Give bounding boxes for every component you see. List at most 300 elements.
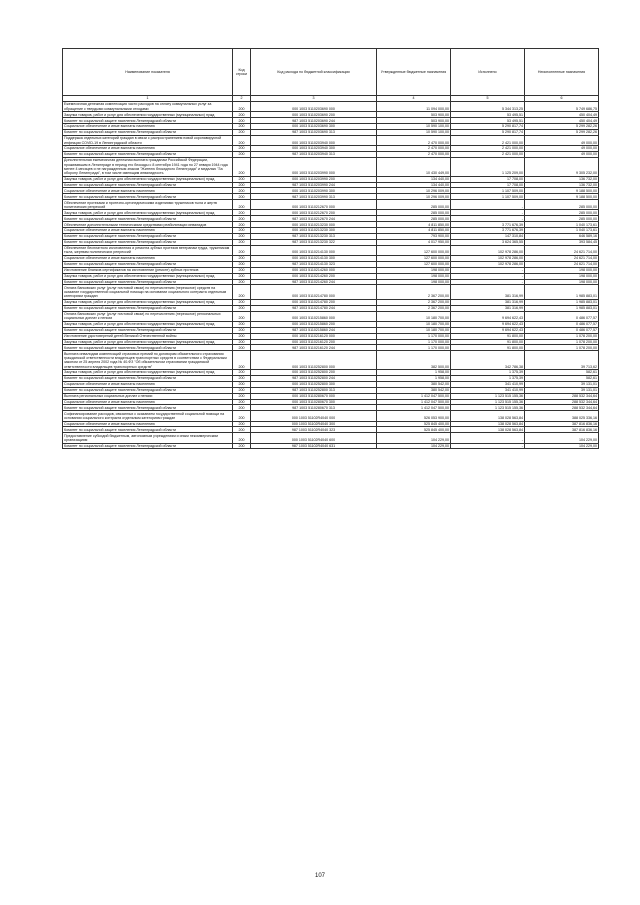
row-approved: 1 958,00 (377, 370, 451, 376)
row-expense-code: 987 1003 5110214130 323 (251, 261, 377, 267)
row-approved: 526 053 900,00 (377, 411, 451, 421)
row-expense-code: 000 1003 5110203690 000 (251, 102, 377, 112)
row-remaining: 285 000,00 (525, 210, 599, 216)
table-header-row (63, 49, 599, 96)
row-remaining: 387 816 836,16 (525, 427, 599, 433)
row-executed: 5 290 817,74 (451, 130, 525, 136)
row-line-code: 200 (233, 188, 251, 194)
row-line-code: 200 (233, 443, 251, 449)
row-approved: 793 900,00 (377, 234, 451, 240)
table-row (63, 411, 599, 421)
row-executed: 5 344 313,25 (451, 102, 525, 112)
table-row (63, 200, 599, 210)
row-executed: 342 786,38 (451, 351, 525, 370)
row-executed: - (451, 210, 525, 216)
header-approved: Утвержденные бюджетные назначения (377, 49, 451, 96)
row-executed: - (451, 279, 525, 285)
row-name: Комитет по социальной защите населения Ленинградской области (63, 345, 233, 351)
row-line-code: 200 (233, 146, 251, 152)
row-remaining: 9 305 232,00 (525, 157, 599, 176)
row-remaining: 1 985 883,01 (525, 285, 599, 299)
row-line-code: 200 (233, 351, 251, 370)
table-row (63, 245, 599, 255)
row-executed: 91 800,00 (451, 345, 525, 351)
row-line-code: 200 (233, 279, 251, 285)
row-line-code: 200 (233, 381, 251, 387)
header-remaining: Неисполненные назначения (525, 49, 599, 96)
row-name: Комитет по социальной защите населения Ленинградской области (63, 182, 233, 188)
row-line-code: 200 (233, 234, 251, 240)
row-expense-code: 000 1003 5110203990 000 (251, 157, 377, 176)
row-name: Выплата инвалидам компенсаций страховых премий по договорам обязательного страхования гражданской ответственности владельцев транспортных средств в соответствии с Федеральным законом от 25 апреля 2002 года № 40-ФЗ "Об обязательном страховании гражданской ответственности владельцев транспортных средств" (63, 351, 233, 370)
row-expense-code: 000 1003 5110280670 300 (251, 399, 377, 405)
row-expense-code: 000 1003 5110203690 300 (251, 124, 377, 130)
table-row (63, 387, 599, 393)
row-executed: 9 694 622,43 (451, 327, 525, 333)
row-name: Социальное обеспечение и иные выплаты населению (63, 124, 233, 130)
row-executed: 1 123 515 155,36 (451, 393, 525, 399)
table-row (63, 305, 599, 311)
table-row (63, 188, 599, 194)
row-executed: 5 290 817,74 (451, 124, 525, 130)
row-name: Дополнительная ежемесячная денежная выплата гражданам Российской Федерации, проживавшим в Ленинграде в период его блокады с 8 сентября 1941 года по 27 января 1944 года менее 4 месяцев и не награжденным знаком "Жителю блокадного Ленинграда" и медалью "За оборону Ленинграда", в том числе имеющим инвалидность (63, 157, 233, 176)
row-expense-code: 000 1003 51102R4040 600 (251, 433, 377, 443)
row-line-code: 200 (233, 261, 251, 267)
row-expense-code: 000 1003 5110252800 300 (251, 381, 377, 387)
row-approved: 104 229,00 (377, 443, 451, 449)
table-row (63, 351, 599, 370)
table-row (63, 443, 599, 449)
row-executed: 1 107 509,00 (451, 188, 525, 194)
row-approved: 380 542,00 (377, 381, 451, 387)
row-name: Комитет по социальной защите населения Ленинградской области (63, 405, 233, 411)
row-line-code: 200 (233, 421, 251, 427)
row-executed: 1 123 515 155,36 (451, 405, 525, 411)
row-line-code: 200 (233, 255, 251, 261)
row-remaining: 285 000,00 (525, 200, 599, 210)
report-sheet (62, 48, 598, 449)
row-expense-code: 000 1003 5110252800 000 (251, 351, 377, 370)
row-line-code: 200 (233, 152, 251, 158)
row-name: Комитет по социальной защите населения Ленинградской области (63, 376, 233, 382)
row-expense-code: 000 1003 5110215860 000 (251, 311, 377, 321)
table-row (63, 399, 599, 405)
row-expense-code: 987 1003 5110252800 313 (251, 387, 377, 393)
row-remaining: 1 078 200,00 (525, 339, 599, 345)
row-name: Комитет по социальной защите населения Ленинградской области (63, 152, 233, 158)
row-executed: - (451, 273, 525, 279)
row-approved: 2 367 200,00 (377, 299, 451, 305)
row-remaining: 387 816 836,16 (525, 421, 599, 427)
table-row (63, 228, 599, 234)
row-name: Закупка товаров, работ и услуг для обеспечения государственных (муниципальных) нужд (63, 210, 233, 216)
row-line-code: 200 (233, 102, 251, 112)
table-row (63, 194, 599, 200)
row-expense-code: 987 1003 5110252800 244 (251, 376, 377, 382)
row-approved: 285 000,00 (377, 216, 451, 222)
row-remaining: 5 749 686,75 (525, 102, 599, 112)
row-name: Комитет по социальной защите населения Ленинградской области (63, 427, 233, 433)
row-name: Изготовление бланков сертификатов на изготовление (ремонт) зубных протезов (63, 267, 233, 273)
row-line-code: 200 (233, 112, 251, 118)
row-remaining: 450 404,49 (525, 118, 599, 124)
row-line-code: 200 (233, 267, 251, 273)
row-name: Социальное обеспечение и иные выплаты населению (63, 255, 233, 261)
row-name: Социальное обеспечение и иные выплаты населению (63, 228, 233, 234)
row-executed: 102 978 286,00 (451, 245, 525, 255)
row-executed: 3 624 365,55 (451, 239, 525, 245)
row-line-code: 200 (233, 433, 251, 443)
row-line-code: 200 (233, 311, 251, 321)
row-expense-code: 987 1003 5110212670 244 (251, 216, 377, 222)
row-expense-code: 987 1003 5110280670 313 (251, 405, 377, 411)
row-expense-code: 987 1003 51102R4040 631 (251, 443, 377, 449)
row-name: Комитет по социальной защите населения Ленинградской области (63, 305, 233, 311)
row-name: Комитет по социальной защите населения Ленинградской области (63, 261, 233, 267)
row-expense-code: 987 1003 5110215860 244 (251, 327, 377, 333)
table-row (63, 381, 599, 387)
row-remaining: 24 621 714,00 (525, 245, 599, 255)
table-row (63, 135, 599, 145)
row-name: Социальное обеспечение и иные выплаты населению (63, 421, 233, 427)
row-approved: 11 094 000,00 (377, 102, 451, 112)
row-name: Закупка товаров, работ и услуг для обеспечения государственных (муниципальных) нужд (63, 370, 233, 376)
row-line-code: 200 (233, 299, 251, 305)
row-remaining: 1 040 173,61 (525, 222, 599, 228)
column-number-row (63, 95, 599, 102)
table-row (63, 152, 599, 158)
row-remaining: 39 131,01 (525, 387, 599, 393)
table-row (63, 176, 599, 182)
row-executed: 9 694 622,43 (451, 321, 525, 327)
row-name: Комитет по социальной защите населения Ленинградской области (63, 234, 233, 240)
row-approved: 525 845 400,00 (377, 427, 451, 433)
row-expense-code: 987 1003 5110203690 244 (251, 118, 377, 124)
row-expense-code: 000 1003 5110280670 000 (251, 393, 377, 399)
table-row (63, 157, 599, 176)
row-remaining: 288 532 344,64 (525, 405, 599, 411)
row-executed: 91 800,00 (451, 333, 525, 339)
row-expense-code: 987 1003 5110203990 313 (251, 194, 377, 200)
header-executed: Исполнено (451, 49, 525, 96)
row-executed: 147 310,84 (451, 234, 525, 240)
row-approved: 4 017 950,00 (377, 239, 451, 245)
row-approved: 1 412 047 500,00 (377, 399, 451, 405)
table-row (63, 112, 599, 118)
row-executed: 381 316,99 (451, 299, 525, 305)
column-number: 3 (251, 95, 377, 102)
row-name: Предоставление субсидий бюджетным, автономным учреждениям и иным некоммерческим организациям (63, 433, 233, 443)
table-body (63, 102, 599, 449)
row-approved: 382 500,00 (377, 351, 451, 370)
row-name: Комитет по социальной защите населения Ленинградской области (63, 118, 233, 124)
row-line-code: 200 (233, 411, 251, 421)
row-line-code: 200 (233, 118, 251, 124)
row-name: Комитет по социальной защите населения Ленинградской области (63, 239, 233, 245)
header-line-code: Код строки (233, 49, 251, 96)
row-approved: 4 811 850,00 (377, 228, 451, 234)
row-expense-code: 987 1003 5110216120 244 (251, 345, 377, 351)
row-executed: 9 694 622,43 (451, 311, 525, 321)
row-remaining: 450 404,49 (525, 112, 599, 118)
table-row (63, 102, 599, 112)
table-row (63, 222, 599, 228)
row-approved: 198 000,00 (377, 279, 451, 285)
row-name: Ежемесячная денежная компенсация части расходов на оплату коммунальных услуг за обращение с твердыми коммунальными отходами (63, 102, 233, 112)
row-approved: 2 470 000,00 (377, 152, 451, 158)
row-approved: 127 600 000,00 (377, 245, 451, 255)
row-executed: - (451, 267, 525, 273)
row-expense-code: 000 1003 5110214130 000 (251, 245, 377, 255)
header-expense-code: Код расхода по бюджетной классификации (251, 49, 377, 96)
column-number: 2 (233, 95, 251, 102)
table-row (63, 118, 599, 124)
row-name: Социальное обеспечение и иные выплаты населению (63, 399, 233, 405)
row-name: Комитет по социальной защите населения Ленинградской области (63, 443, 233, 449)
row-executed: 1 125 209,00 (451, 157, 525, 176)
row-line-code: 200 (233, 157, 251, 176)
row-remaining: 388 025 336,16 (525, 411, 599, 421)
row-expense-code: 000 1003 5110214260 000 (251, 267, 377, 273)
row-remaining: 49 000,00 (525, 152, 599, 158)
row-name: Обеспечение протезами и протезно-ортопедическими изделиями тружеников тыла и жертв политических репрессий (63, 200, 233, 210)
table-row (63, 124, 599, 130)
row-remaining: 582,61 (525, 370, 599, 376)
row-remaining: 49 000,00 (525, 146, 599, 152)
row-line-code: 200 (233, 245, 251, 255)
row-remaining: 24 621 714,00 (525, 255, 599, 261)
row-line-code: 200 (233, 399, 251, 405)
row-approved: 10 180 700,00 (377, 321, 451, 327)
row-executed: 138 028 563,84 (451, 427, 525, 433)
row-executed: - (451, 200, 525, 210)
page-number: 107 (314, 873, 325, 879)
row-name: Комитет по социальной защите населения Ленинградской области (63, 216, 233, 222)
row-executed: 53 495,51 (451, 118, 525, 124)
row-expense-code: 000 1003 5110214780 200 (251, 299, 377, 305)
header-indicator-name: Наименование показателя (63, 49, 233, 96)
table-row (63, 234, 599, 240)
row-name: Комитет по социальной защите населения Ленинградской области (63, 194, 233, 200)
table-row (63, 255, 599, 261)
row-line-code: 200 (233, 345, 251, 351)
column-number: 4 (377, 95, 451, 102)
row-approved: 2 470 000,00 (377, 146, 451, 152)
row-remaining: 288 532 344,64 (525, 399, 599, 405)
row-expense-code: 000 1003 5110252800 200 (251, 370, 377, 376)
table-row (63, 345, 599, 351)
row-approved: 285 000,00 (377, 210, 451, 216)
row-remaining: 39 713,62 (525, 351, 599, 370)
row-remaining: 198 000,00 (525, 273, 599, 279)
row-name: Закупка товаров, работ и услуг для обеспечения государственных (муниципальных) нужд (63, 176, 233, 182)
row-executed: 2 421 000,00 (451, 152, 525, 158)
row-name: Обеспечение бесплатного изготовления и ремонта зубных протезов ветеранам труда, труженикам тыла, жертвам политических репрессий (63, 245, 233, 255)
row-expense-code: 000 1003 5110213230 300 (251, 228, 377, 234)
row-name: Изготовление удостоверений детей Великой Отечественной войны (63, 333, 233, 339)
row-name: Поддержка отдельных категорий граждан в связи с распространением новой коронавирусной инфекции COVID-19 в Ленинградской области (63, 135, 233, 145)
row-name: Комитет по социальной защите населения Ленинградской области (63, 279, 233, 285)
row-line-code: 200 (233, 239, 251, 245)
row-executed: - (451, 443, 525, 449)
row-expense-code: 000 1003 5110212670 200 (251, 210, 377, 216)
row-expense-code: 000 1003 5110213230 000 (251, 222, 377, 228)
table-row (63, 299, 599, 305)
row-expense-code: 000 1003 5110203990 300 (251, 188, 377, 194)
row-line-code: 200 (233, 305, 251, 311)
row-name: Комитет по социальной защите населения Ленинградской области (63, 327, 233, 333)
table-row (63, 405, 599, 411)
row-remaining: 198 000,00 (525, 267, 599, 273)
row-expense-code: 000 1003 51102R4040 300 (251, 421, 377, 427)
row-remaining: 9 188 500,00 (525, 188, 599, 194)
row-executed: 138 028 563,84 (451, 421, 525, 427)
table-row (63, 130, 599, 136)
row-name: Комитет по социальной защите населения Ленинградской области (63, 387, 233, 393)
row-expense-code: 000 1003 5110214260 200 (251, 273, 377, 279)
row-remaining: 0 486 077,57 (525, 311, 599, 321)
table-row (63, 261, 599, 267)
row-approved: 10 296 009,00 (377, 188, 451, 194)
row-executed: - (451, 216, 525, 222)
row-line-code: 200 (233, 194, 251, 200)
row-executed: 102 978 286,00 (451, 261, 525, 267)
row-line-code: 200 (233, 135, 251, 145)
row-approved: 1 412 047 500,00 (377, 393, 451, 399)
row-approved: 285 000,00 (377, 200, 451, 210)
row-line-code: 200 (233, 405, 251, 411)
row-name: Выплата региональных социальных доплат к пенсии (63, 393, 233, 399)
row-approved: 10 590 100,00 (377, 124, 451, 130)
row-approved: 1 412 047 500,00 (377, 405, 451, 411)
table-row (63, 421, 599, 427)
column-number: 1 (63, 95, 233, 102)
row-name: Закупка товаров, работ и услуг для обеспечения государственных (муниципальных) нужд (63, 321, 233, 327)
row-approved: 104 229,00 (377, 433, 451, 443)
table-row (63, 321, 599, 327)
row-executed: 138 028 563,84 (451, 411, 525, 421)
row-executed: 91 800,00 (451, 339, 525, 345)
row-remaining: 288 532 344,64 (525, 393, 599, 399)
table-row (63, 427, 599, 433)
row-executed: - (451, 433, 525, 443)
row-line-code: 200 (233, 321, 251, 327)
row-name: Социальное обеспечение и иные выплаты населению (63, 188, 233, 194)
row-line-code: 200 (233, 124, 251, 130)
row-name: Комитет по социальной защите населения Ленинградской области (63, 130, 233, 136)
row-executed: 381 316,99 (451, 285, 525, 299)
row-name: Софинансирование расходов, связанных с оказанием государственной социальной помощи на основании социального контракта отдельным категориям граждан (63, 411, 233, 421)
table-row (63, 311, 599, 321)
row-approved: 503 900,00 (377, 112, 451, 118)
row-line-code: 200 (233, 130, 251, 136)
row-name: Закупка товаров, работ и услуг для обеспечения государственных (муниципальных) нужд (63, 273, 233, 279)
row-remaining: 24 621 714,00 (525, 261, 599, 267)
row-expense-code: 000 1003 51102R4040 000 (251, 411, 377, 421)
row-name: Закупка товаров, работ и услуг для обеспечения государственных (муниципальных) нужд (63, 299, 233, 305)
row-executed: 102 978 286,00 (451, 255, 525, 261)
row-approved: 503 900,00 (377, 118, 451, 124)
column-number: 5 (451, 95, 525, 102)
row-name: Обеспечение дополнительными техническими средствами реабилитации инвалидов (63, 222, 233, 228)
row-remaining: 285 000,00 (525, 216, 599, 222)
row-expense-code: 987 1003 5110203940 313 (251, 152, 377, 158)
row-remaining: 1 985 883,01 (525, 299, 599, 305)
table-row (63, 285, 599, 299)
table-row (63, 146, 599, 152)
row-approved: 198 000,00 (377, 267, 451, 273)
row-approved: 1 958,00 (377, 376, 451, 382)
budget-execution-table (62, 48, 599, 449)
row-expense-code: 000 1003 5110216120 200 (251, 339, 377, 345)
table-row (63, 370, 599, 376)
row-expense-code: 000 1003 5110203940 000 (251, 135, 377, 145)
row-line-code: 200 (233, 176, 251, 182)
table-row (63, 239, 599, 245)
row-expense-code: 000 1003 5110215860 200 (251, 321, 377, 327)
row-line-code: 200 (233, 376, 251, 382)
row-executed: 381 316,99 (451, 305, 525, 311)
row-line-code: 200 (233, 273, 251, 279)
row-name: Закупка товаров, работ и услуг для обеспечения государственных (муниципальных) нужд (63, 112, 233, 118)
row-executed: 3 771 676,39 (451, 222, 525, 228)
row-remaining: 582,61 (525, 376, 599, 382)
row-expense-code: 000 1003 5110203990 200 (251, 176, 377, 182)
row-line-code: 200 (233, 387, 251, 393)
row-expense-code: 000 1003 5110214130 300 (251, 255, 377, 261)
table-row (63, 393, 599, 399)
row-approved: 10 180 700,00 (377, 311, 451, 321)
row-approved: 1 170 000,00 (377, 339, 451, 345)
row-approved: 1 170 000,00 (377, 345, 451, 351)
row-executed: 17 708,00 (451, 176, 525, 182)
row-approved: 127 600 000,00 (377, 261, 451, 267)
row-line-code: 200 (233, 393, 251, 399)
row-expense-code: 000 1003 5110203940 300 (251, 146, 377, 152)
row-approved: 1 170 000,00 (377, 333, 451, 339)
row-expense-code: 987 1003 51102R4040 323 (251, 427, 377, 433)
row-line-code: 200 (233, 339, 251, 345)
row-line-code: 200 (233, 370, 251, 376)
row-approved: 127 600 000,00 (377, 255, 451, 261)
row-approved: 380 542,00 (377, 387, 451, 393)
row-approved: 10 430 449,00 (377, 157, 451, 176)
row-line-code: 200 (233, 222, 251, 228)
row-expense-code: 987 1003 5110214780 244 (251, 305, 377, 311)
row-remaining: 0 486 077,57 (525, 327, 599, 333)
row-line-code: 200 (233, 210, 251, 216)
row-remaining: 1 078 200,00 (525, 345, 599, 351)
table-row (63, 339, 599, 345)
row-executed: 2 421 000,00 (451, 146, 525, 152)
row-expense-code: 987 1003 5110203690 313 (251, 130, 377, 136)
row-executed: 341 410,99 (451, 381, 525, 387)
row-remaining: 136 732,00 (525, 182, 599, 188)
row-name: Социальное обеспечение и иные выплаты населению (63, 381, 233, 387)
row-expense-code: 000 1003 5110216120 000 (251, 333, 377, 339)
row-approved: 10 296 009,00 (377, 194, 451, 200)
row-expense-code: 987 1003 5110203990 244 (251, 182, 377, 188)
row-approved: 10 590 100,00 (377, 130, 451, 136)
row-line-code: 200 (233, 182, 251, 188)
row-executed: 17 708,00 (451, 182, 525, 188)
row-line-code: 200 (233, 228, 251, 234)
row-approved: 2 470 000,00 (377, 135, 451, 145)
table-row (63, 433, 599, 443)
row-remaining: 393 584,45 (525, 239, 599, 245)
row-remaining: 49 000,00 (525, 135, 599, 145)
row-executed: 3 771 676,39 (451, 228, 525, 234)
